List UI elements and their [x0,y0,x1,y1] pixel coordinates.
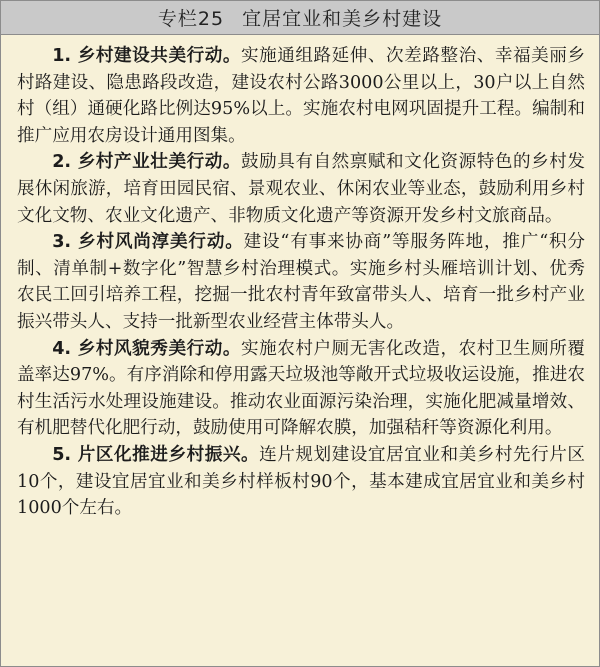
box-header [1,1,599,35]
action-item-4 [17,336,585,442]
action-item-text: 连片规划建设宜居宜业和美乡村先行片区10个，建设宜居宜业和美乡村样板村90个，基本建成宜居宜业和美乡村1000个左右。 [17,444,585,519]
action-item-1 [17,43,585,149]
action-item-title: 5. 片区化推进乡村振兴。 [52,444,260,465]
action-item-title: 3. 乡村风尚淳美行动。 [52,232,244,253]
action-item-title: 1. 乡村建设共美行动。 [52,46,241,66]
action-item-text: 建设“有事来协商”等服务阵地，推广“积分制、清单制+数字化”智慧乡村治理模式。实施乡村头雁培训计划、优秀农民工回引培养工程，挖掘一批农村青年致富带头人、培育一批乡村产业振兴带头人、支持一批新型农业经营主体带头人。 [17,232,585,332]
column-number: 专栏25 [157,8,225,30]
action-item-text: 实施通组路延伸、次差路整治、幸福美丽乡村路建设、隐患路段改造，建设农村公路3000公里以上，30户以上自然村（组）通硬化路比例达95%以上。实施农村电网巩固提升工程。编制和推广应用农房设计通用图集。 [17,46,585,146]
action-item-3 [17,229,585,335]
box-content [1,35,599,522]
action-item-title: 4. 乡村风貌秀美行动。 [52,338,241,359]
action-item-text: 实施农村户厕无害化改造，农村卫生厕所覆盖率达97%。有序消除和停用露天垃圾池等敞开式垃圾收运设施，推进农村生活污水处理设施建设。推动农业面源污染治理，实施化肥减量增效、有机肥替代化肥行动，鼓励使用可降解农膜，加强秸秆等资源化利用。 [17,338,585,439]
action-item-text: 鼓励具有自然禀赋和文化资源特色的乡村发展休闲旅游，培育田园民宿、景观农业、休闲农业等业态，鼓励利用乡村文化文物、农业文化遗产、非物质文化遗产等资源开发乡村文旅商品。 [17,152,585,226]
box-title: 宜居宜业和美乡村建设 [242,8,443,30]
action-item-5 [17,442,585,522]
action-item-title: 2. 乡村产业壮美行动。 [52,152,241,173]
action-item-2 [17,149,585,229]
